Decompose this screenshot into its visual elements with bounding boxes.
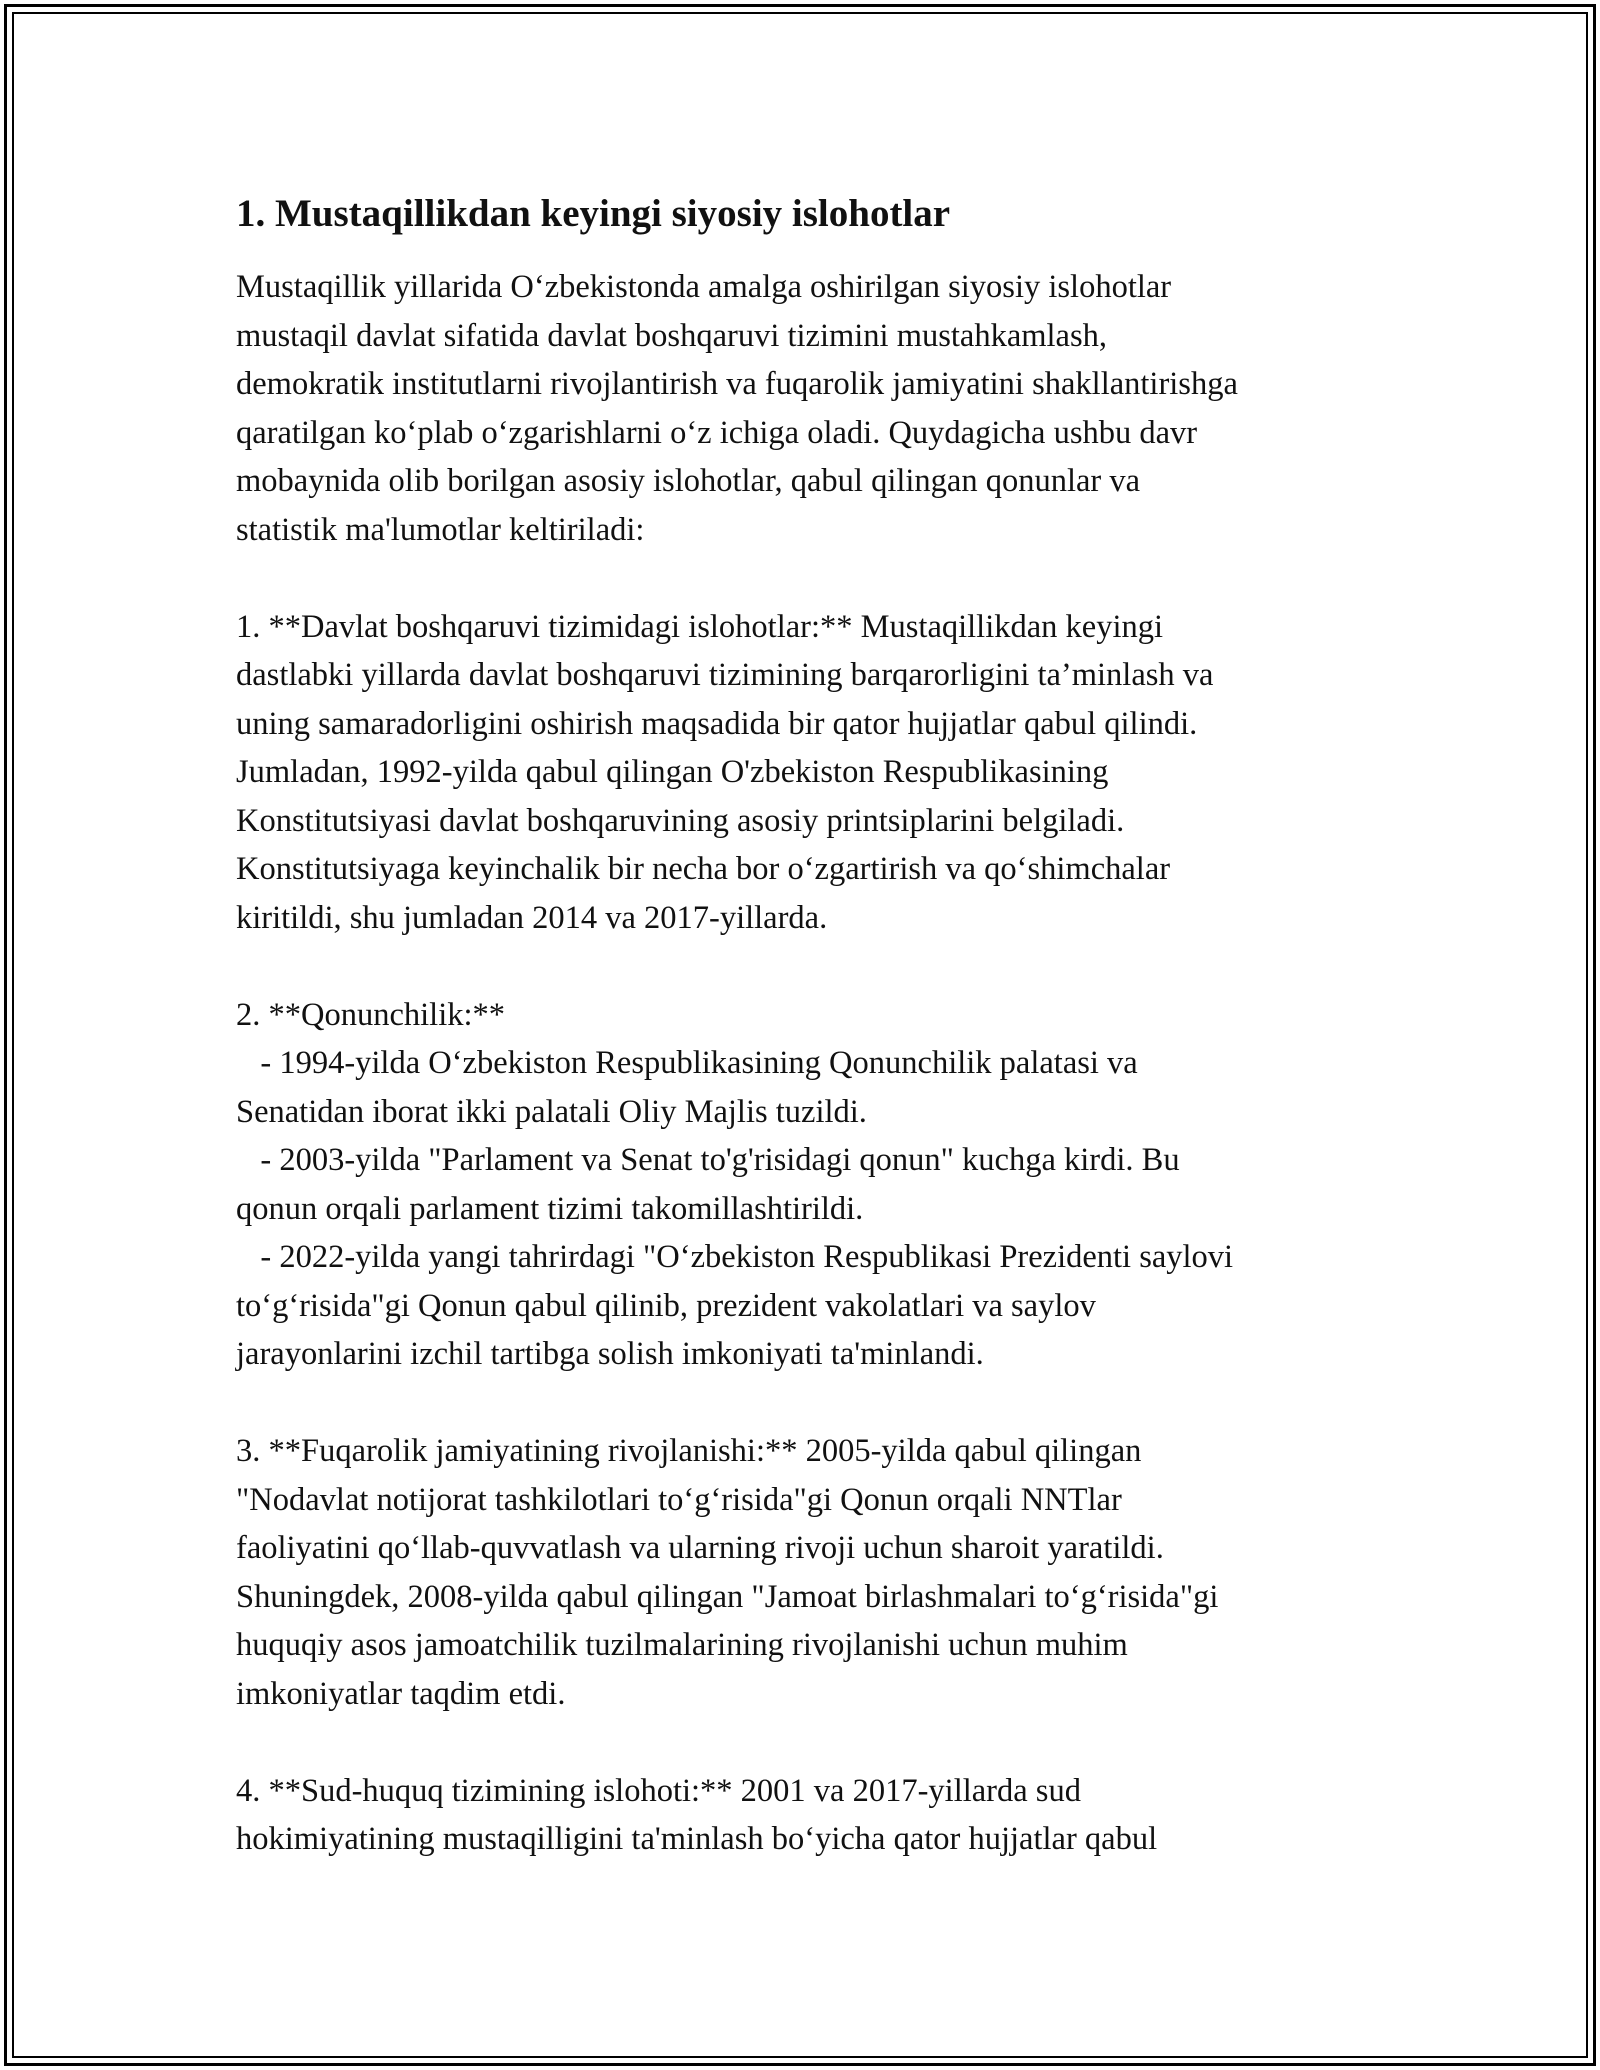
text-line: 3. **Fuqarolik jamiyatining rivojlanishi:** 2005-yilda qabul qilingan [236,1433,1142,1469]
text-line: Konstitutsiyaga keyinchalik bir necha bor o‘zgartirish va qo‘shimchalar [236,851,1171,887]
text-line: faoliyatini qo‘llab-quvvatlash va ularning rivoji uchun sharoit yaratildi. [236,1530,1164,1566]
text-line: Shuningdek, 2008-yilda qabul qilingan "Jamoat birlashmalari to‘g‘risida"gi [236,1578,1219,1615]
text-line: 2. **Qonunchilik:** [236,996,506,1033]
text-line: imkoniyatlar taqdim etdi. [236,1675,566,1712]
text-line: huquqiy asos jamoatchilik tuzilmalarining rivojlanishi uchun muhim [236,1627,1128,1663]
text-line: Senatidan iborat ikki palatali Oliy Majlis tuzildi. [236,1093,867,1130]
paragraph-gap [236,942,1416,991]
text-line: hokimiyatining mustaqilligini ta'minlash bo‘yicha qator hujjatlar qabul [236,1821,1158,1857]
paragraph-gap [236,1379,1416,1428]
paragraph-gap [236,554,1416,603]
document-body [236,185,1416,1864]
text-line: mobaynida olib borilgan asosiy islohotlar, qabul qilingan qonunlar va [236,463,1141,499]
text-line: - 2003-yilda "Parlament va Senat to'g'risidagi qonun" kuchga kirdi. Bu [236,1142,1180,1178]
text-line: demokratik institutlarni rivojlantirish va fuqarolik jamiyatini shakllantirishga [236,366,1238,402]
text-line: - 2022-yilda yangi tahrirdagi "O‘zbekiston Respublikasi Prezidenti saylovi [236,1239,1234,1275]
text-line: statistik ma'lumotlar keltiriladi: [236,511,645,548]
text-line: to‘g‘risida"gi Qonun qabul qilinib, prezident vakolatlari va saylov [236,1287,1096,1324]
text-line: qonun orqali parlament tizimi takomillashtirildi. [236,1190,864,1227]
text-line: dastlabki yillarda davlat boshqaruvi tizimining barqarorligini ta’minlash va [236,657,1214,693]
text-line: kiritildi, shu jumladan 2014 va 2017-yillarda. [236,899,828,936]
document-text [236,263,1416,1864]
paragraph-gap [236,1718,1416,1767]
text-line: mustaqil davlat sifatida davlat boshqaruvi tizimini mustahkamlash, [236,317,1108,354]
text-line: jarayonlarini izchil tartibga solish imkoniyati ta'minlandi. [236,1336,984,1372]
text-line: 1. **Davlat boshqaruvi tizimidagi islohotlar:** Mustaqillikdan keyingi [236,608,1164,645]
text-line: Jumladan, 1992-yilda qabul qilingan O'zbekiston Respublikasining [236,754,1109,790]
text-line: "Nodavlat notijorat tashkilotlari to‘g‘risida"gi Qonun orqali NNTlar [236,1481,1122,1518]
text-line: 4. **Sud-huquq tizimining islohoti:** 2001 va 2017-yillarda sud [236,1772,1081,1809]
text-line: Mustaqillik yillarida O‘zbekistonda amalga oshirilgan siyosiy islohotlar [236,269,1172,305]
text-line: - 1994-yilda O‘zbekiston Respublikasining Qonunchilik palatasi va [236,1045,1138,1081]
text-line: uning samaradorligini oshirish maqsadida bir qator hujjatlar qabul qilindi. [236,705,1198,742]
text-line: Konstitutsiyasi davlat boshqaruvining asosiy printsiplarini belgiladi. [236,802,1125,839]
document-title: 1. Mustaqillikdan keyingi siyosiy islohotlar [236,192,951,235]
text-line: qaratilgan ko‘plab o‘zgarishlarni o‘z ichiga oladi. Quydagicha ushbu davr [236,414,1198,451]
